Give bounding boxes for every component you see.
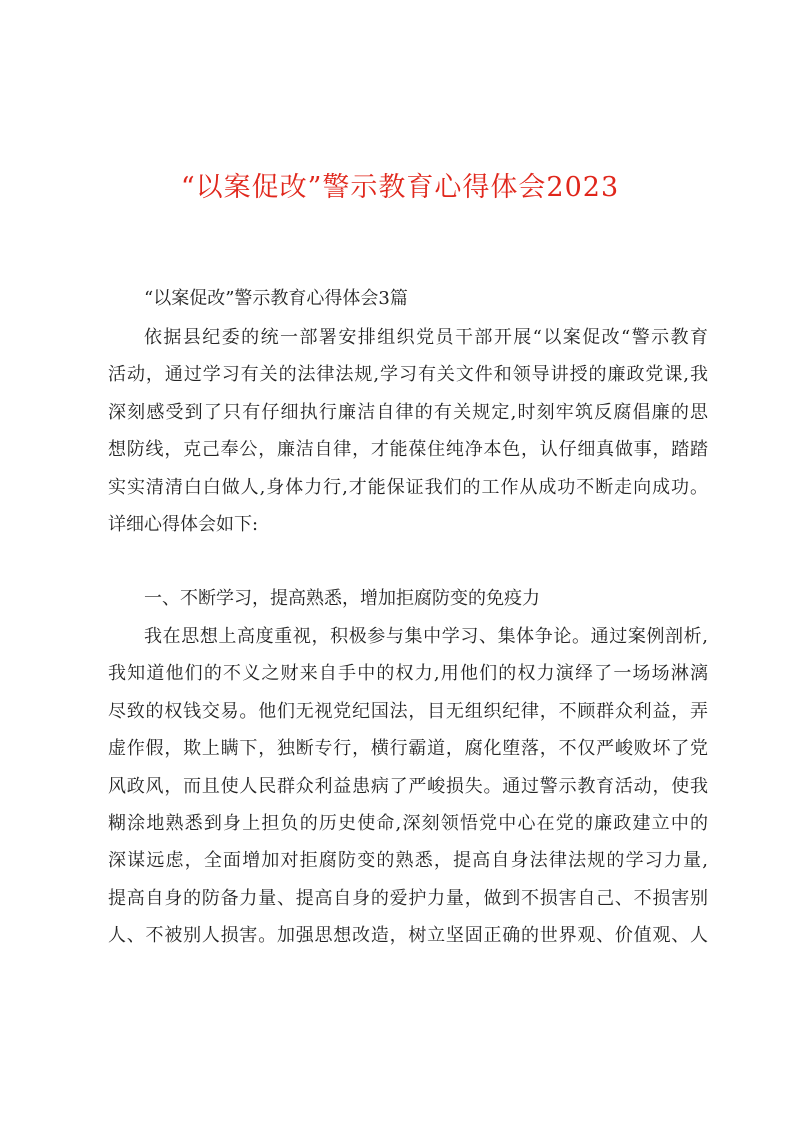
- paragraph-line: 人、不被别人损害。加强思想改造，树立坚固正确的世界观、价值观、人: [108, 925, 708, 947]
- section-heading-text: 一、不断学习，提高熟悉，增加拒腐防变的免疫力: [144, 588, 540, 609]
- paragraph-line: 提高自身的防备力量、提高自身的爱护力量，做到不损害自己、不损害别: [108, 887, 708, 909]
- document-title: “以案促改”警示教育心得体会2023: [180, 172, 620, 203]
- paragraph-line: 我在思想上高度重视，积极参与集中学习、集体争论。通过案例剖析,: [144, 626, 708, 647]
- section-heading: [108, 580, 708, 617]
- paragraph-line: 深谋远虑，全面增加对拒腐防变的熟悉，提高自身法律法规的学习力量,: [108, 850, 708, 872]
- paragraph-line: 想防线，克己奉公，廉洁自律，才能葆住纯净本色，认仔细真做事，踏踏: [108, 439, 708, 461]
- paragraph-line: 实实清清白白做人,身体力行,才能保证我们的工作从成功不断走向成功。: [108, 476, 708, 498]
- section-body-paragraph: [108, 618, 708, 955]
- paragraph-line: 虚作假，欺上瞒下，独断专行，横行霸道，腐化堕落，不仅严峻败坏了党: [108, 738, 708, 760]
- paragraph-line: 活动，通过学习有关的法律法规,学习有关文件和领导讲授的廉政党课,我: [108, 364, 708, 386]
- paragraph-line: 我知道他们的不义之财来自手中的权力,用他们的权力演绎了一场场淋漓: [108, 663, 708, 685]
- document-subtitle: [108, 280, 708, 317]
- paragraph-line: 风政风，而且使人民群众利益患病了严峻损失。通过警示教育活动，使我: [108, 775, 708, 797]
- paragraph-line: 详细心得体会如下:: [108, 514, 259, 536]
- paragraph-line: 尽致的权钱交易。他们无视党纪国法，目无组织纪律，不顾群众利益，弄: [108, 700, 708, 722]
- intro-paragraph: [108, 319, 708, 543]
- subtitle-line: “以案促改”警示教育心得体会3篇: [144, 288, 408, 309]
- paragraph-line: 糊涂地熟悉到身上担负的历史使命,深刻领悟党中心在党的廉政建立中的: [108, 813, 708, 835]
- paragraph-line: 深刻感受到了只有仔细执行廉洁自律的有关规定,时刻牢筑反腐倡廉的思: [108, 401, 708, 423]
- paragraph-line: 依据县纪委的统一部署安排组织党员干部开展“以案促改“警示教育: [144, 327, 708, 348]
